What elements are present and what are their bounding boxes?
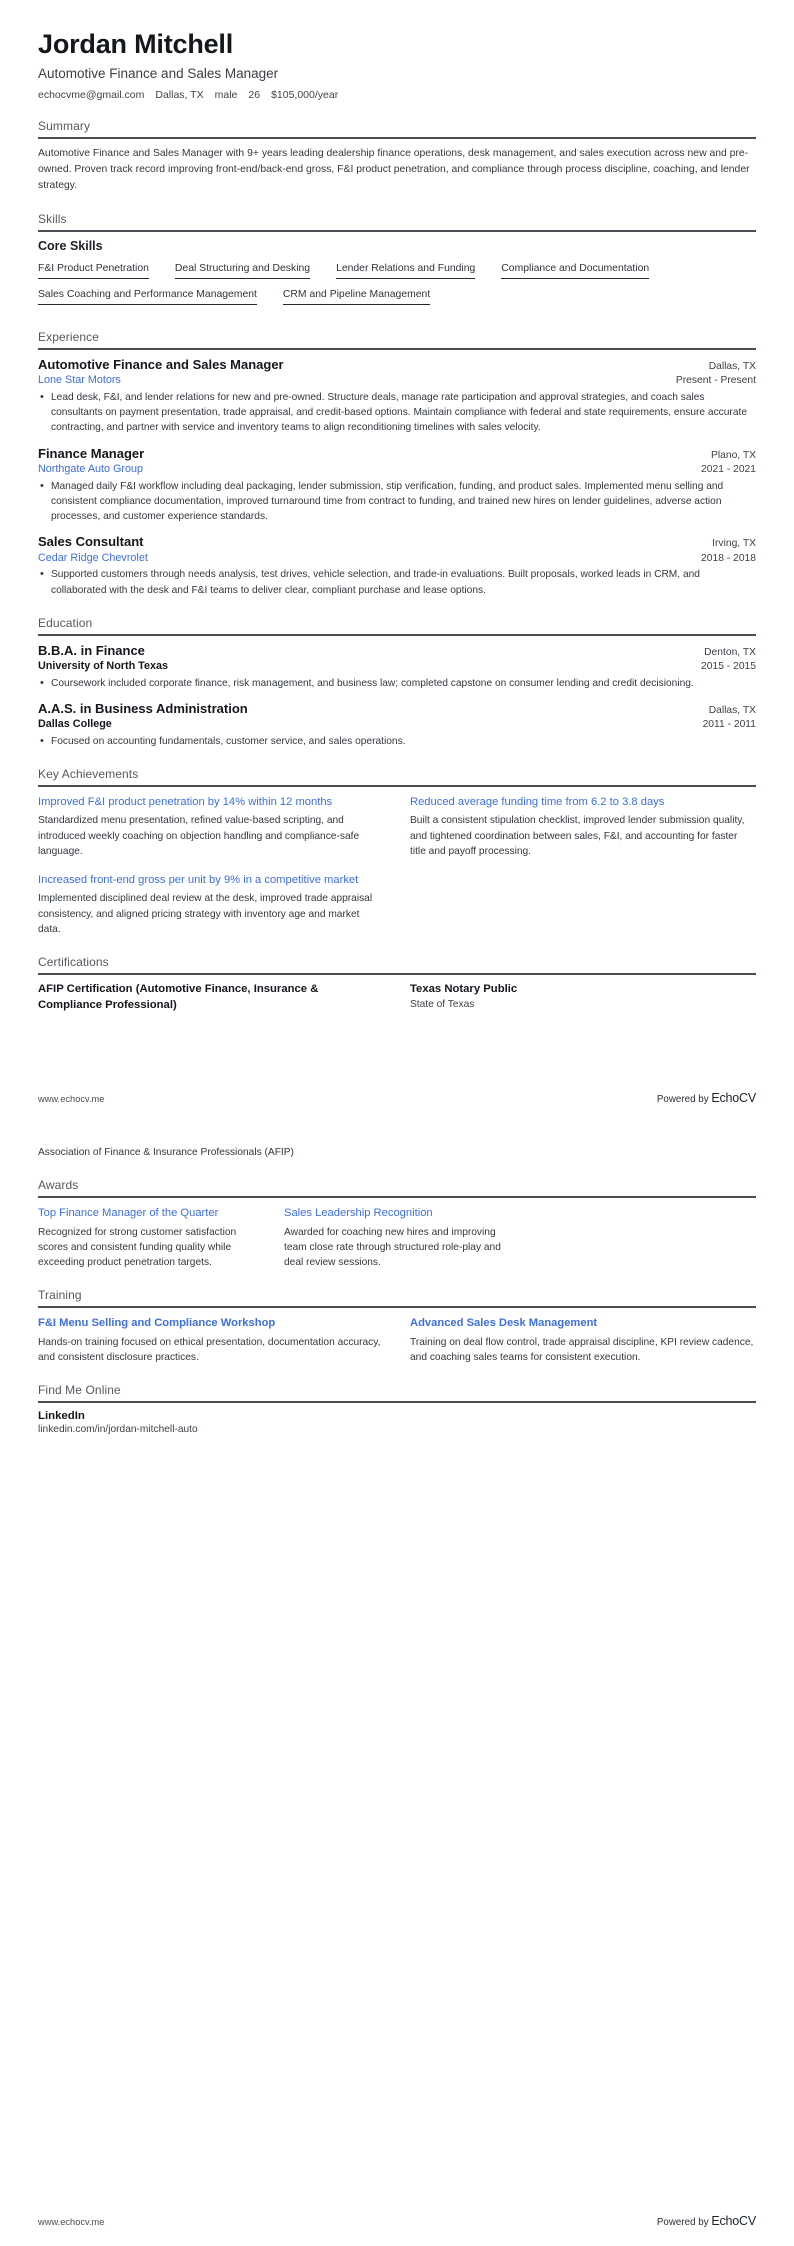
page-footer bbox=[38, 1091, 756, 1105]
experience-entry bbox=[38, 446, 756, 525]
experience-entry bbox=[38, 357, 756, 436]
training-grid bbox=[38, 1315, 756, 1365]
footer-powered-by bbox=[657, 2214, 756, 2228]
footer-powered-by bbox=[657, 1091, 756, 1105]
certification-title: AFIP Certification (Automotive Finance, Insurance & Compliance Professional) bbox=[38, 983, 319, 1012]
achievement-card bbox=[38, 794, 384, 859]
achievement-body: Built a consistent stipulation checklist, improved lender submission quality, and tightened coordination between sales, F&I, and accounting for faster title and payoff processing. bbox=[410, 815, 745, 857]
award-title: Top Finance Manager of the Quarter bbox=[38, 1207, 219, 1220]
skill-group-title: Core Skills bbox=[38, 239, 103, 254]
job-dates: 2021 - 2021 bbox=[701, 464, 756, 476]
section-title-education: Education bbox=[38, 615, 93, 630]
certification-issuer-continued: Association of Finance & Insurance Professionals (AFIP) bbox=[38, 1147, 294, 1158]
education-bullets bbox=[38, 676, 756, 691]
contact-info-row bbox=[38, 89, 756, 101]
section-title-certifications: Certifications bbox=[38, 955, 109, 970]
section-divider bbox=[38, 634, 756, 636]
section-find-me-online bbox=[38, 1383, 756, 1435]
job-location: Plano, TX bbox=[710, 449, 756, 461]
school-name: Dallas College bbox=[38, 718, 112, 731]
section-divider bbox=[38, 230, 756, 232]
section-title-experience: Experience bbox=[38, 330, 100, 345]
footer-powered-label: Powered by bbox=[656, 2217, 709, 2228]
training-card bbox=[38, 1315, 384, 1365]
section-certifications bbox=[38, 955, 756, 1014]
education-bullet: • Coursework included corporate finance, risk management, and business law; completed capstone on consumer lending and credit decisioning. bbox=[38, 676, 756, 691]
section-title-summary: Summary bbox=[38, 118, 91, 133]
education-dates: 2015 - 2015 bbox=[701, 661, 756, 673]
degree-title: A.A.S. in Business Administration bbox=[38, 700, 248, 716]
section-title-awards: Awards bbox=[38, 1178, 79, 1193]
section-awards bbox=[38, 1178, 756, 1270]
skill-item: Compliance and Documentation bbox=[501, 260, 649, 279]
footer-brand-name: EchoCV bbox=[711, 2214, 756, 2228]
footer-site-url[interactable]: www.echocv.me bbox=[38, 2217, 105, 2227]
certification-item bbox=[410, 982, 756, 1014]
achievement-card bbox=[410, 794, 756, 859]
job-dates: Present - Present bbox=[675, 375, 756, 387]
award-card bbox=[284, 1205, 510, 1270]
job-bullet: • Supported customers through needs analysis, test drives, vehicle selection, and trade-in evaluations. Built proposals, worked leads in CRM, and collaborated with the desk and F&I teams to deliver clear, compliant purchase and lease options. bbox=[38, 567, 756, 598]
section-title-key-achievements: Key Achievements bbox=[38, 767, 139, 782]
skill-item: F&I Product Penetration bbox=[38, 260, 149, 279]
job-bullet: • Lead desk, F&I, and lender relations for new and pre-owned. Structure deals, manage rate participation and approval strategies, and coach sales consultants on payment presentation, trade appraisal, and credit-based options. Maintain compliance with federal and state requirements, ensure accurate contracting, and partner with service and inventory teams to align reconditioning timelines with sales velocity. bbox=[38, 390, 756, 436]
section-divider bbox=[38, 973, 756, 975]
job-location: Dallas, TX bbox=[708, 361, 756, 373]
profile-url[interactable]: linkedin.com/in/jordan-mitchell-auto bbox=[38, 1424, 198, 1436]
achievement-title: Reduced average funding time from 6.2 to 3.8 days bbox=[410, 796, 665, 809]
job-title: Automotive Finance and Sales Manager bbox=[38, 357, 284, 373]
section-experience bbox=[38, 330, 756, 598]
job-bullets bbox=[38, 390, 756, 436]
section-divider bbox=[38, 137, 756, 139]
achievements-grid bbox=[38, 794, 756, 937]
candidate-headline: Automotive Finance and Sales Manager bbox=[38, 65, 279, 81]
awards-grid bbox=[38, 1205, 756, 1270]
section-divider bbox=[38, 1401, 756, 1403]
section-summary bbox=[38, 119, 756, 194]
contact-age: 26 bbox=[248, 88, 261, 101]
skill-item: Lender Relations and Funding bbox=[336, 260, 475, 279]
award-card-empty bbox=[530, 1205, 756, 1270]
company-name[interactable]: Lone Star Motors bbox=[38, 374, 121, 387]
contact-gender: male bbox=[214, 88, 238, 101]
skill-item: CRM and Pipeline Management bbox=[283, 286, 430, 305]
page-footer bbox=[38, 2214, 756, 2228]
contact-location: Dallas, TX bbox=[155, 88, 204, 101]
job-bullets bbox=[38, 479, 756, 525]
section-title-find-me-online: Find Me Online bbox=[38, 1383, 121, 1398]
section-education bbox=[38, 616, 756, 749]
job-title: Sales Consultant bbox=[38, 534, 144, 550]
award-card bbox=[38, 1205, 264, 1270]
resume-page-2 bbox=[0, 1123, 794, 2246]
award-body: Awarded for coaching new hires and improving team close rate through structured role-play and deal review sessions. bbox=[284, 1226, 501, 1269]
skill-item: Deal Structuring and Desking bbox=[175, 260, 310, 279]
achievement-title: Increased front-end gross per unit by 9% in a competitive market bbox=[38, 874, 359, 887]
section-divider bbox=[38, 785, 756, 787]
section-key-achievements bbox=[38, 767, 756, 937]
school-location: Denton, TX bbox=[704, 646, 756, 658]
section-title-training: Training bbox=[38, 1288, 82, 1303]
award-title: Sales Leadership Recognition bbox=[284, 1207, 433, 1220]
section-training bbox=[38, 1288, 756, 1365]
section-divider bbox=[38, 1306, 756, 1308]
footer-site-url[interactable]: www.echocv.me bbox=[38, 1094, 105, 1104]
job-dates: 2018 - 2018 bbox=[701, 552, 756, 564]
job-bullet: • Managed daily F&I workflow including deal packaging, lender submission, stip verification, funding, and product sales. Implemented menu selling and consistent compliance documentation, improved turnaround time from contract to funding, and trained new hires on lender guidelines, adverse action processes, and customer experience standards. bbox=[38, 479, 756, 525]
training-title: Advanced Sales Desk Management bbox=[410, 1317, 598, 1330]
profile-network-label: LinkedIn bbox=[38, 1410, 85, 1423]
footer-brand-name: EchoCV bbox=[711, 1091, 756, 1105]
job-location: Irving, TX bbox=[712, 538, 756, 550]
page-top-spacer bbox=[38, 1131, 756, 1145]
certification-issuer: State of Texas bbox=[410, 999, 475, 1011]
candidate-name: Jordan Mitchell bbox=[38, 29, 234, 59]
achievement-title: Improved F&I product penetration by 14% within 12 months bbox=[38, 796, 333, 809]
job-bullets bbox=[38, 567, 756, 598]
section-divider bbox=[38, 1196, 756, 1198]
skill-list bbox=[38, 260, 756, 312]
degree-title: B.B.A. in Finance bbox=[38, 642, 145, 658]
award-body: Recognized for strong customer satisfaction scores and consistent funding quality while exceeding product penetration targets. bbox=[38, 1226, 237, 1269]
company-name[interactable]: Cedar Ridge Chevrolet bbox=[38, 551, 148, 564]
education-entry bbox=[38, 643, 756, 691]
footer-powered-label: Powered by bbox=[656, 1094, 709, 1105]
education-entry bbox=[38, 701, 756, 749]
training-title: F&I Menu Selling and Compliance Workshop bbox=[38, 1317, 276, 1330]
achievement-body: Standardized menu presentation, refined value-based scripting, and introduced weekly coaching on objection handling and compliance-safe language. bbox=[38, 815, 360, 857]
school-name: University of North Texas bbox=[38, 660, 168, 673]
education-bullets bbox=[38, 734, 756, 749]
training-body: Hands-on training focused on ethical presentation, documentation accuracy, and consistent disclosure practices. bbox=[38, 1336, 381, 1363]
certifications-grid bbox=[38, 982, 756, 1014]
education-bullet: • Focused on accounting fundamentals, customer service, and sales operations. bbox=[38, 734, 756, 749]
certification-title: Texas Notary Public bbox=[410, 983, 518, 996]
resume-header bbox=[38, 30, 756, 101]
contact-salary: $105,000/year bbox=[271, 88, 339, 101]
certification-item bbox=[38, 982, 384, 1014]
section-divider bbox=[38, 348, 756, 350]
experience-entry bbox=[38, 534, 756, 597]
education-dates: 2011 - 2011 bbox=[702, 719, 756, 731]
section-title-skills: Skills bbox=[38, 212, 67, 227]
company-name[interactable]: Northgate Auto Group bbox=[38, 463, 144, 476]
training-body: Training on deal flow control, trade appraisal discipline, KPI review cadence, and coaching sales teams for consistent execution. bbox=[410, 1336, 754, 1363]
training-card bbox=[410, 1315, 756, 1365]
achievement-body: Implemented disciplined deal review at the desk, improved trade appraisal consistency, and aligned pricing strategy with inventory age and market data. bbox=[38, 893, 373, 936]
contact-email: echocvme@gmail.com bbox=[38, 88, 145, 101]
section-skills bbox=[38, 212, 756, 312]
achievement-card bbox=[38, 872, 384, 937]
school-location: Dallas, TX bbox=[708, 704, 756, 716]
summary-text: Automotive Finance and Sales Manager with 9+ years leading dealership finance operations, desk management, and sales execution across new and pre-owned. Proven track record improving front-end/back-end gross, F&I product penetration, and compliance through process discipline, coaching, and lender strategy. bbox=[38, 147, 750, 191]
online-profile-item bbox=[38, 1410, 756, 1435]
skill-item: Sales Coaching and Performance Management bbox=[38, 286, 257, 305]
job-title: Finance Manager bbox=[38, 445, 145, 461]
